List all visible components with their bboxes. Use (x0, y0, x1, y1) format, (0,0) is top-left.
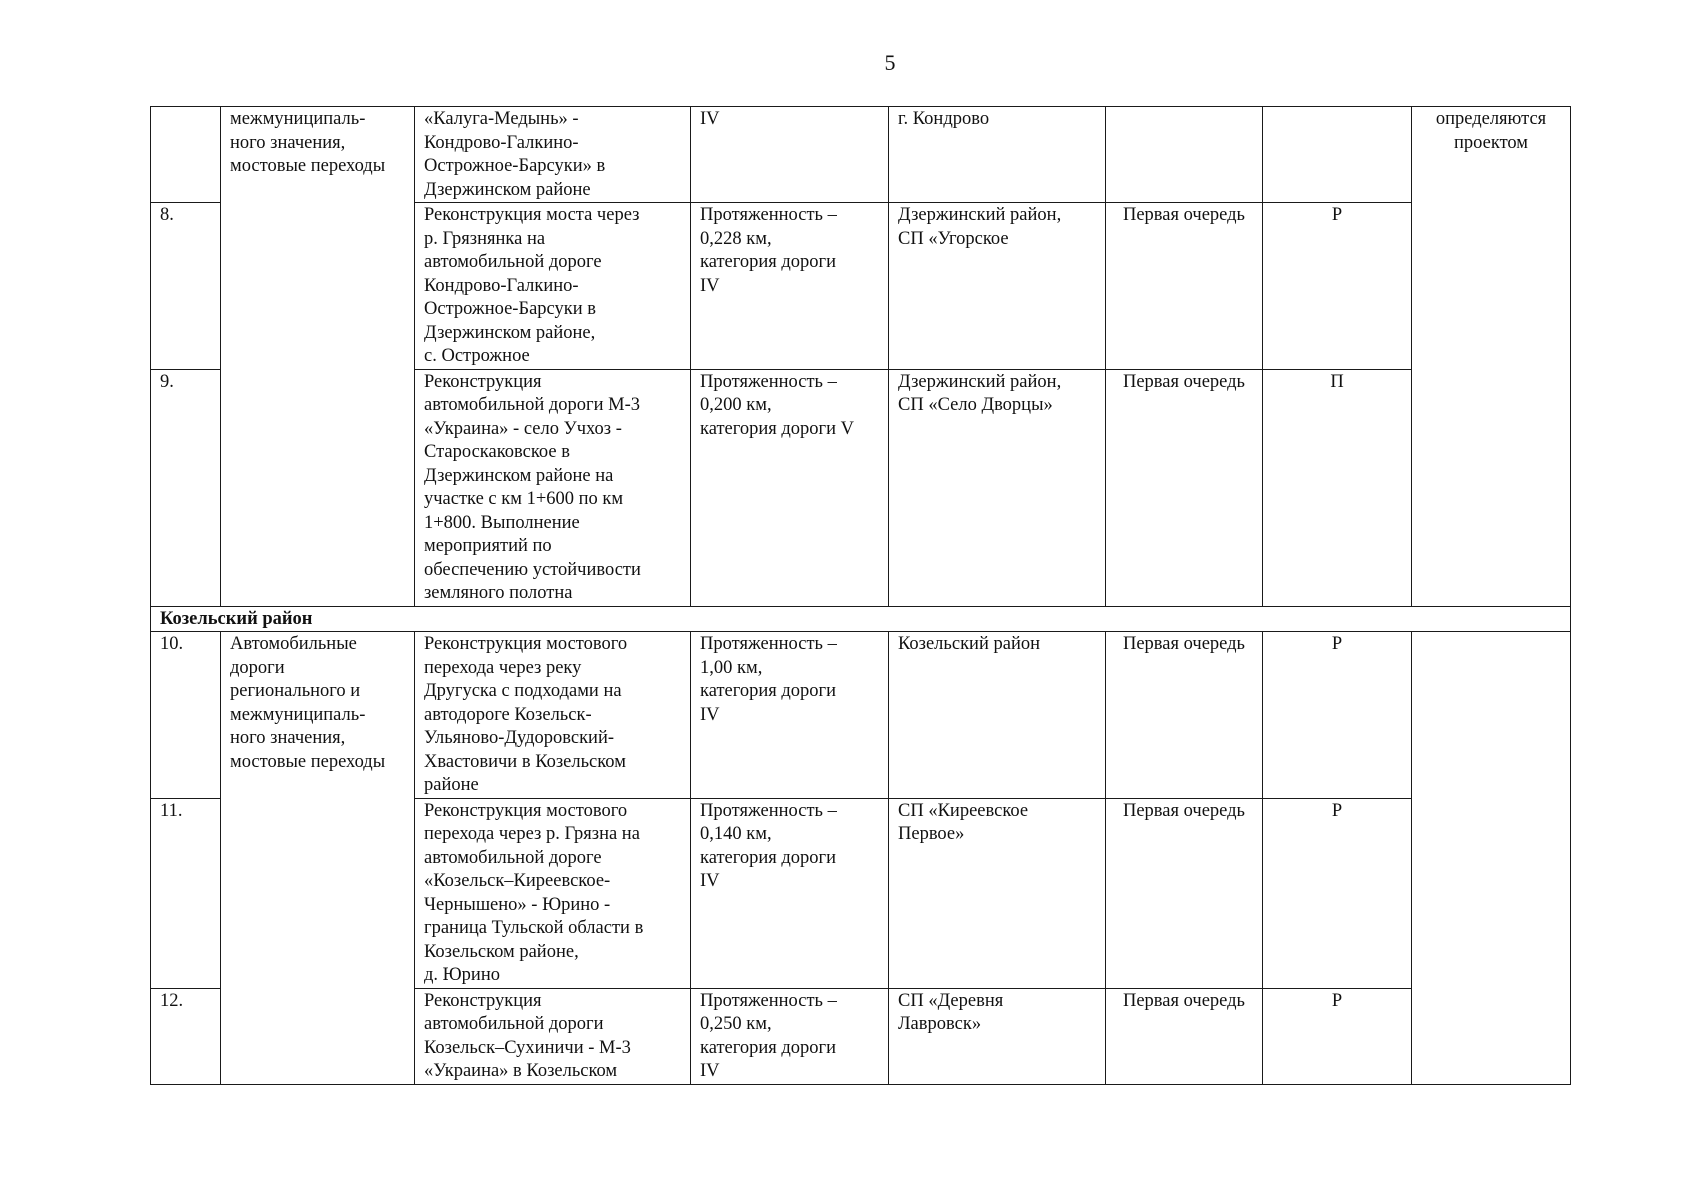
row-number: 8. (151, 203, 221, 370)
table-row (151, 632, 1571, 799)
stage-cell: Первая очередь (1106, 369, 1263, 606)
object-location-cell: г. Кондрово (889, 107, 1106, 203)
object-spec-cell: IV (691, 107, 889, 203)
note-cell: определяются проектом (1412, 107, 1571, 607)
object-spec-cell: Протяженность – 0,250 км, категория дороги IV (691, 988, 889, 1084)
object-name-cell: Реконструкция мостового перехода через р. Грязна на автомобильной дороге «Козельск–Киреевское- Чернышено» - Юрино - граница Тульской области в Козельском районе, д. Юрино (415, 798, 691, 988)
row-number: 10. (151, 632, 221, 799)
stage-cell: Первая очередь (1106, 988, 1263, 1084)
object-location-cell: СП «Киреевское Первое» (889, 798, 1106, 988)
object-name-cell: Реконструкция моста через р. Грязнянка на автомобильной дороге Кондрово-Галкино- Острожное-Барсуки в Дзержинском районе, с. Острожное (415, 203, 691, 370)
row-number: 12. (151, 988, 221, 1084)
section-title: Козельский район (151, 606, 1571, 632)
status-cell: Р (1263, 632, 1412, 799)
object-name-cell: Реконструкция мостового перехода через реку Другуска с подходами на автодороге Козельск- Ульяново-Дудоровский- Хвастовичи в Козельском районе (415, 632, 691, 799)
object-location-cell: Дзержинский район, СП «Село Дворцы» (889, 369, 1106, 606)
status-cell: П (1263, 369, 1412, 606)
object-name-cell: Реконструкция автомобильной дороги М-3 «Украина» - село Учхоз - Староскаковское в Дзержинском районе на участке с км 1+600 по км 1+800. Выполнение мероприятий по обеспечению устойчивости земляного полотна (415, 369, 691, 606)
object-location-cell: СП «Деревня Лавровск» (889, 988, 1106, 1084)
object-spec-cell: Протяженность – 0,228 км, категория дороги IV (691, 203, 889, 370)
status-cell (1263, 107, 1412, 203)
stage-cell (1106, 107, 1263, 203)
object-spec-cell: Протяженность – 1,00 км, категория дороги IV (691, 632, 889, 799)
row-number (151, 107, 221, 203)
section-header-row (151, 606, 1571, 632)
row-number: 9. (151, 369, 221, 606)
object-type-cell: межмуниципаль- ного значения, мостовые переходы (221, 107, 415, 607)
status-cell: Р (1263, 798, 1412, 988)
status-cell: Р (1263, 988, 1412, 1084)
table-row (151, 107, 1571, 203)
object-spec-cell: Протяженность – 0,140 км, категория дороги IV (691, 798, 889, 988)
measures-table (150, 106, 1571, 1085)
object-location-cell: Козельский район (889, 632, 1106, 799)
stage-cell: Первая очередь (1106, 632, 1263, 799)
object-spec-cell: Протяженность – 0,200 км, категория дороги V (691, 369, 889, 606)
status-cell: Р (1263, 203, 1412, 370)
stage-cell: Первая очередь (1106, 203, 1263, 370)
page-number: 5 (884, 50, 896, 75)
object-location-cell: Дзержинский район, СП «Угорское (889, 203, 1106, 370)
row-number: 11. (151, 798, 221, 988)
object-name-cell: Реконструкция автомобильной дороги Козельск–Сухиничи - М-3 «Украина» в Козельском (415, 988, 691, 1084)
object-name-cell: «Калуга-Медынь» - Кондрово-Галкино- Острожное-Барсуки» в Дзержинском районе (415, 107, 691, 203)
object-type-cell: Автомобильные дороги регионального и межмуниципаль- ного значения, мостовые переходы (221, 632, 415, 1085)
stage-cell: Первая очередь (1106, 798, 1263, 988)
note-cell (1412, 632, 1571, 1085)
